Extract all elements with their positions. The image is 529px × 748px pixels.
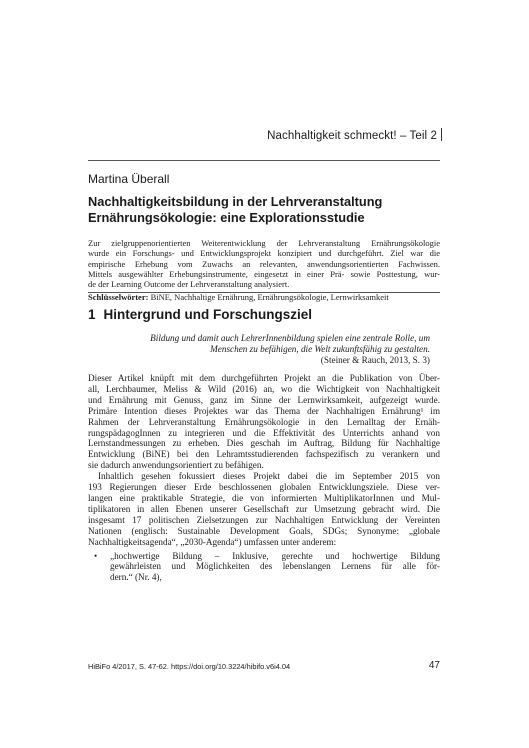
keywords xyxy=(88,292,440,302)
page-number: 47 xyxy=(428,660,440,671)
article-title-line-2: Ernährungsökologie: eine Explorationsstudie xyxy=(88,210,365,225)
body-text xyxy=(88,373,440,583)
text-line: Entwicklung (BiNE) bei den Lehramtsstudierenden fachspezifisch zu verankern und xyxy=(88,449,440,460)
article-title-line-1: Nachhaltigkeitsbildung in der Lehrveranstaltung xyxy=(88,194,383,209)
header-divider xyxy=(441,128,442,141)
top-divider xyxy=(88,160,440,161)
abstract-line: wurde ein Forschungs- und Entwicklungsprojekt konzipiert und durchgeführt. Ziel war die xyxy=(88,248,440,259)
section-heading xyxy=(88,307,312,322)
abstract-line: de der Learning Outcome der Lehrveranstaltung analysiert. xyxy=(88,279,290,290)
text-line: insgesamt 17 politischen Zielsetzungen zur Nachhaltigen Entwicklung der Vereinten xyxy=(88,514,440,525)
text-line: Inhaltlich gesehen fokussiert dieses Projekt dabei die im September 2015 von xyxy=(98,471,440,482)
abstract-line: Zur zielgruppenorientierten Weiterentwicklung der Lehrveranstaltung Ernährungsökologie xyxy=(88,238,440,248)
text-line: und Ernährung mit Genuss, ganz im Sinne der Lernwirksamkeit, aufgezeigt wurde. xyxy=(88,394,440,405)
keywords-label: Schlüsselwörter: xyxy=(88,292,149,303)
text-line: gewährleisten und Möglichkeiten des lebenslangen Lernens für alle för- xyxy=(110,561,440,572)
text-line: 193 Regierungen dieser Erde beschlossenen globalen Entwicklungsziele. Diese ver- xyxy=(88,482,440,493)
text-line: langen eine praktikable Strategie, die von informierten MultiplikatorInnen und Mul- xyxy=(88,492,440,503)
text-line: Nationen (englisch: Sustainable Development Goals, SDGs; Synonyme: „globale xyxy=(88,525,440,536)
epigraph-quote-line-2: Menschen zu befähigen, die Welt zukunftsfähig zu gestalten. xyxy=(210,344,430,354)
article-title xyxy=(88,194,443,226)
text-line: all, Lerchbaumer, Meliss & Wild (2016) an, wo die Wichtigkeit von Nachhaltigkeit xyxy=(88,383,440,394)
text-line: sie dadurch anwendungsorientiert zu befähigen. xyxy=(88,460,264,471)
bullet-marker: • xyxy=(94,550,98,561)
abstract-line: Mittels ausgewählter Erhebungsinstrumente, eingesetzt in einer Prä- sowie Posttestung, wur- xyxy=(88,268,440,279)
text-line: tiplikatoren in allen Ebenen unserer Gesellschaft zur Umsetzung gebracht wird. Die xyxy=(88,503,440,514)
running-head xyxy=(267,128,442,142)
abstract xyxy=(88,238,440,303)
abstract-divider xyxy=(88,292,440,293)
text-line: Nachhaltigkeitsagenda“, „2030-Agenda“) umfassen unter anderem: xyxy=(88,536,337,547)
text-line: Rahmen der Lehrveranstaltung Ernährungsökologie in den Lernalltag der Ernäh- xyxy=(88,416,440,427)
section-number: 1 xyxy=(88,307,96,322)
author-name: Martina Überall xyxy=(88,172,170,186)
running-title: Nachhaltigkeit schmeckt! – Teil 2 xyxy=(267,130,437,142)
text-line: Lernstandmessungen zu erheben. Dies geschah im Auftrag, Bildung für Nachhaltige xyxy=(88,438,440,449)
epigraph-quote-line-1: Bildung und damit auch LehrerInnenbildung spielen eine zentrale Rolle, um xyxy=(150,333,430,343)
bullet-list xyxy=(88,551,440,584)
epigraph xyxy=(88,333,430,366)
text-line: Primäre Intention dieses Projektes war das Thema der Nachhaltigen Ernährung¹ im xyxy=(88,405,440,416)
list-item xyxy=(110,551,440,584)
keywords-list: BiNE, Nachhaltige Ernährung, Ernährungsökologie, Lernwirksamkeit xyxy=(150,292,389,303)
abstract-line: empirische Erhebung vom Zuwachs an relevanten, anwendungsorientierten Fachwissen. xyxy=(88,258,440,269)
text-line: „hochwertige Bildung – Inklusive, gerechte und hochwertige Bildung xyxy=(110,550,440,561)
text-line: Dieser Artikel knüpft mit dem durchgeführten Projekt an die Publikation von Über- xyxy=(88,373,440,383)
paragraph-2 xyxy=(88,471,440,547)
footer-citation: HiBiFo 4/2017, S. 47-62. https://doi.org/10.3224/hibifo.v6i4.04 xyxy=(88,662,291,671)
text-line: dern.“ (Nr. 4), xyxy=(110,572,162,583)
epigraph-citation: (Steiner & Rauch, 2013, S. 3) xyxy=(320,355,430,365)
paragraph-1 xyxy=(88,373,440,471)
section-title: Hintergrund und Forschungsziel xyxy=(103,307,313,322)
text-line: rungspädagogInnen zu integrieren und die Effektivität des Unterrichts anhand von xyxy=(88,427,440,438)
